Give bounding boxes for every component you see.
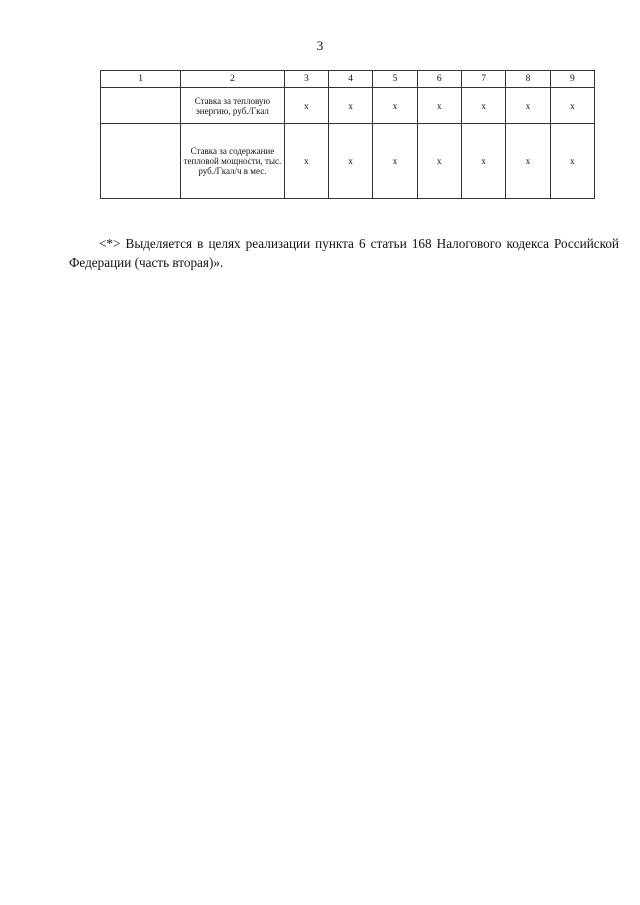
header-cell: 5 xyxy=(373,71,417,88)
table-cell xyxy=(101,88,181,124)
table-cell: x xyxy=(506,124,550,199)
table-cell: x xyxy=(506,88,550,124)
table-cell: x xyxy=(284,88,328,124)
table-cell xyxy=(101,124,181,199)
table-cell: x xyxy=(461,88,505,124)
table-cell: x xyxy=(284,124,328,199)
table-cell: x xyxy=(328,88,372,124)
table-cell: x xyxy=(550,124,594,199)
header-cell: 7 xyxy=(461,71,505,88)
header-cell: 4 xyxy=(328,71,372,88)
table-cell: x xyxy=(328,124,372,199)
header-cell: 2 xyxy=(181,71,284,88)
table-header-row xyxy=(101,71,595,88)
row-label: Ставка за содержание тепловой мощности, тыс. руб./Гкал/ч в мес. xyxy=(181,124,284,199)
table-cell: x xyxy=(373,88,417,124)
row-label: Ставка за тепловую энергию, руб./Гкал xyxy=(181,88,284,124)
table-row xyxy=(101,88,595,124)
header-cell: 1 xyxy=(101,71,181,88)
table-cell: x xyxy=(550,88,594,124)
header-cell: 9 xyxy=(550,71,594,88)
table-cell: x xyxy=(461,124,505,199)
header-cell: 6 xyxy=(417,71,461,88)
tariff-table xyxy=(100,70,595,199)
table-cell: x xyxy=(373,124,417,199)
table-cell: x xyxy=(417,124,461,199)
table-row xyxy=(101,124,595,199)
table-cell: x xyxy=(417,88,461,124)
header-cell: 3 xyxy=(284,71,328,88)
header-cell: 8 xyxy=(506,71,550,88)
footnote: <*> Выделяется в целях реализации пункта 6 статьи 168 Налогового кодекса Российской Федерации (часть вторая)». xyxy=(69,236,619,271)
page-number: 3 xyxy=(316,38,324,53)
